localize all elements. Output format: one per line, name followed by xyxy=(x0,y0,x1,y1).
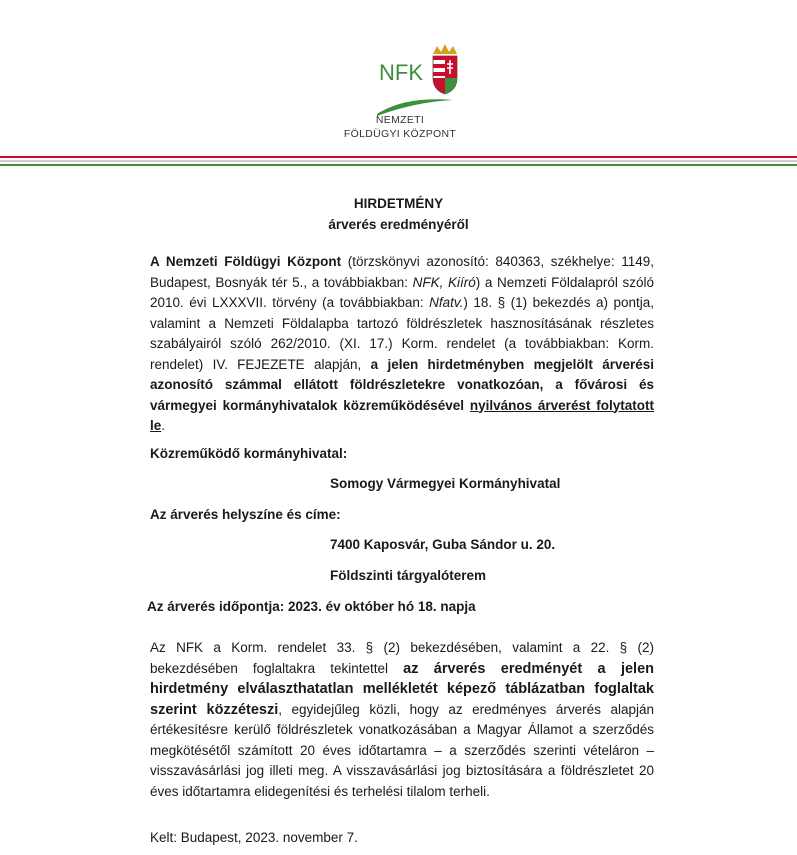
document-title: HIRDETMÉNY xyxy=(353,196,444,211)
crown-icon xyxy=(433,44,457,54)
nfk-logo xyxy=(375,40,465,120)
logo-caption-line2: FÖLDÜGYI KÖZPONT xyxy=(343,128,457,140)
auction-date: Az árverés időpontja: 2023. év október hó 18. napja xyxy=(147,599,476,614)
auction-phrase: nyilvános árverést folytatott le xyxy=(150,397,654,433)
address-value: 7400 Kaposvár, Guba Sándor u. 20. xyxy=(330,537,556,552)
result-paragraph: Az NFK a Korm. rendelet 33. § (2) bekezdésében, valamint a 22. § (2) bekezdésében foglaltakra tekintettel az árverés eredményét a jelen hirdetmény elválaszthatatlan mellékletét képező táblázatban foglaltak szerint közzéteszi, egyidejűleg közli, hogy az eredményes árverés alapján értékesítésre kerülő földrészletek vonatkozásában a Magyar Államot a szerződés megkötésétől számított 20 éves időtartamra – a szerződés szerinti vételáron – visszavásárlási jog illeti meg. A visszavásárlási jog biztosítására a földrészletet 20 éves időtartamra elidegenítési és terhelési tilalom terheli. xyxy=(150,640,654,799)
header-divider xyxy=(0,156,797,168)
document-subtitle: árverés eredményéről xyxy=(328,217,469,232)
room-value: Földszinti tárgyalóterem xyxy=(330,568,487,583)
logo-caption-line1: NEMZETI xyxy=(375,114,425,126)
office-value: Somogy Vármegyei Kormányhivatal xyxy=(330,476,561,491)
office-label: Közreműködő kormányhivatal: xyxy=(150,446,348,461)
org-name: A Nemzeti Földügyi Központ xyxy=(150,254,342,269)
date-of-issue: Kelt: Budapest, 2023. november 7. xyxy=(150,830,358,845)
intro-paragraph: A Nemzeti Földügyi Központ (törzskönyvi azonosító: 840363, székhelye: 1149, Budapest, Bosnyák tér 5., a továbbiakban: NFK, Kiíró) a Nemzeti Földalapról szóló 2010. évi LXXXVII. törvény (a továbbiakban: Nfatv.) 18. § (1) bekezdés a) pontja, valamint a Nemzeti Földalapba tartozó földrészletek hasznosításának részletes szabályairól szóló 262/2010. (XI. 17.) Korm. rendelet (a továbbiakban: Korm. rendelet) IV. FEJEZETE alapján, a jelen hirdetményben megjelölt árverési azonosító számmal ellátott földrészletekre vonatkozóan, a fővárosi és vármegyei kormányhivatalok közreműködésével nyilvános árverést folytatott le. xyxy=(150,254,654,433)
place-label: Az árverés helyszíne és címe: xyxy=(150,507,341,522)
logo-text: NFK xyxy=(379,60,423,85)
